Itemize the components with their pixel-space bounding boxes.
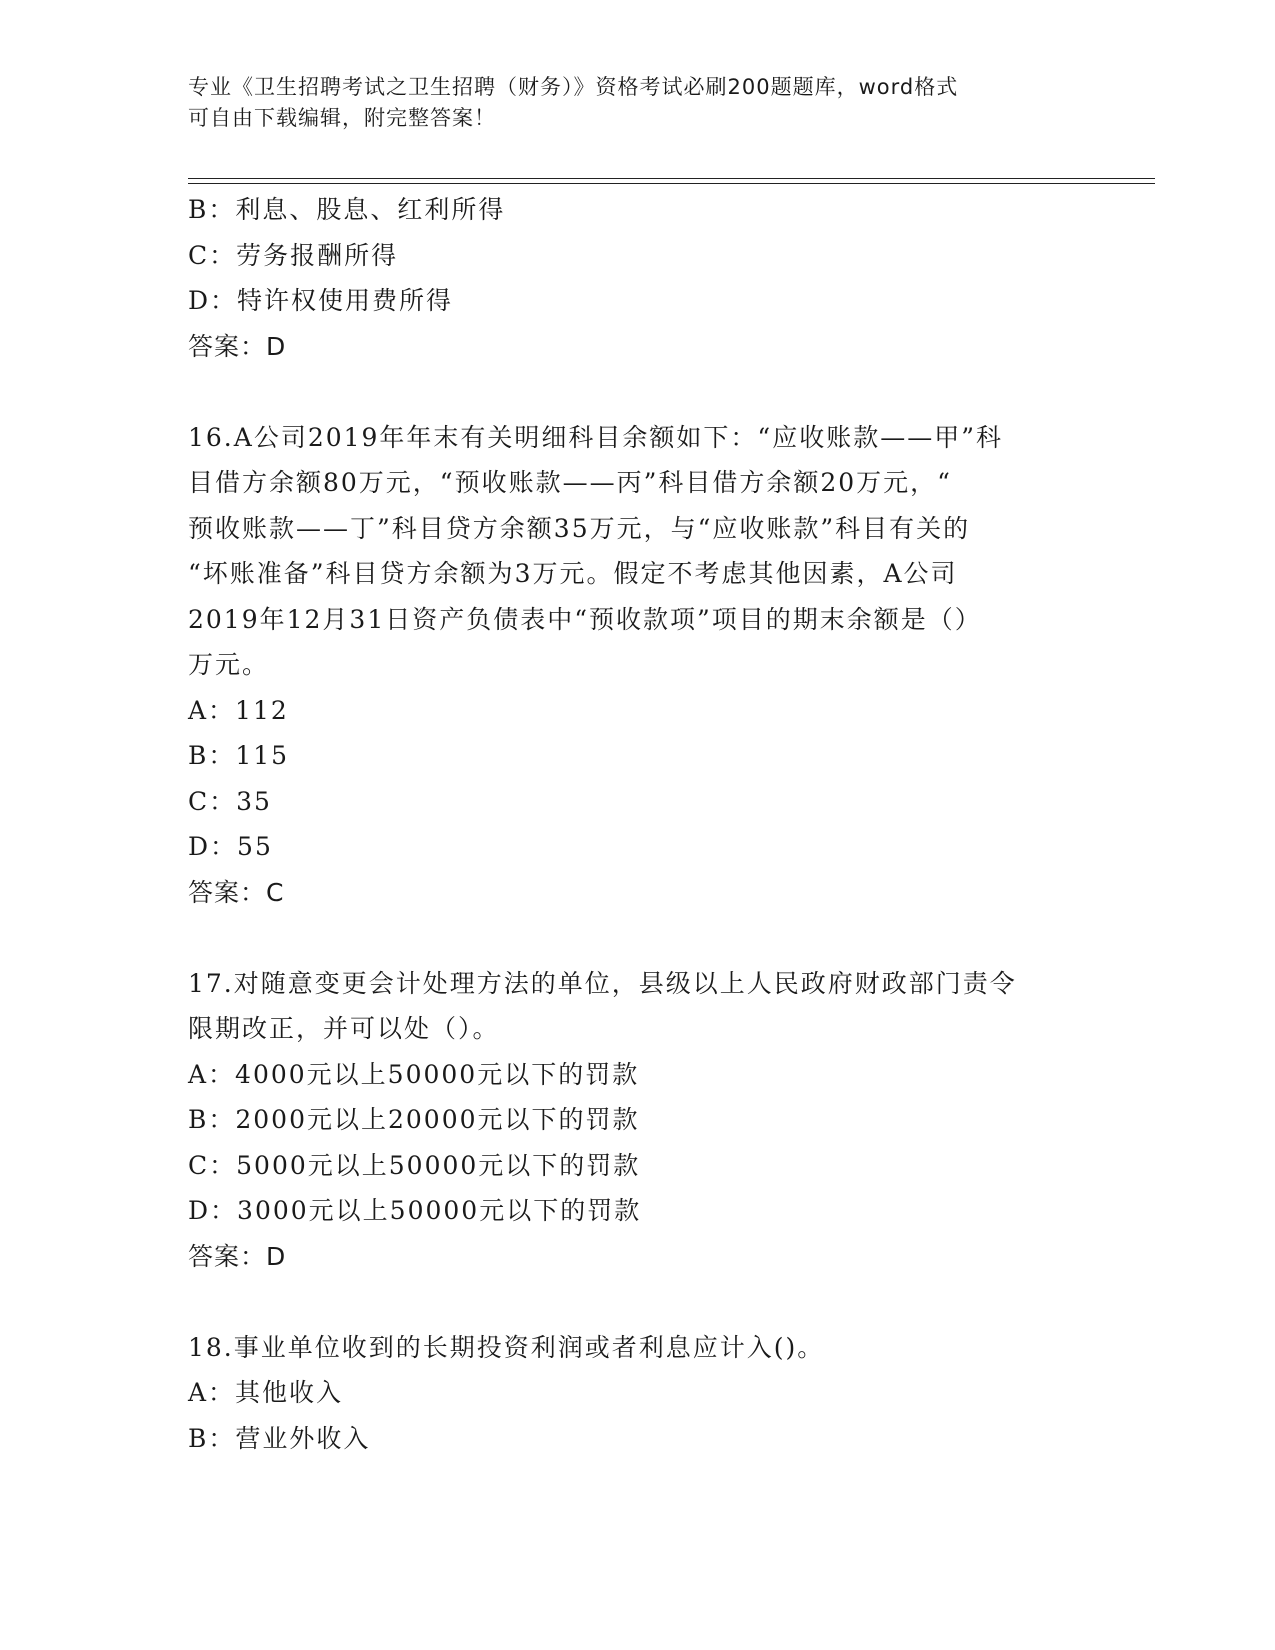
answer-line: 答案：D <box>188 331 287 361</box>
option-a: A：112 <box>188 695 289 725</box>
question-stem-line: 2019年12月31日资产负债表中“预收款项”项目的期末余额是（） <box>188 604 982 634</box>
answer-line: 答案：D <box>188 1241 287 1271</box>
header-line-1: 专业《卫生招聘考试之卫生招聘（财务）》资格考试必刷200题题库，word格式 <box>188 75 959 99</box>
question-list <box>188 187 1088 1461</box>
question-15-tail <box>188 187 1088 369</box>
spacer <box>188 369 1088 415</box>
option-c: C：35 <box>188 786 272 816</box>
question-stem-line: 万元。 <box>188 650 270 679</box>
option-d: D：3000元以上50000元以下的罚款 <box>188 1196 642 1225</box>
option-c: C：劳务报酬所得 <box>188 240 399 270</box>
option-b: B：利息、股息、红利所得 <box>188 195 506 224</box>
question-17 <box>188 961 1088 1280</box>
question-stem-line: “坏账准备”科目贷方余额为3万元。假定不考虑其他因素，A公司 <box>188 559 958 588</box>
header-divider-bottom <box>188 183 1155 184</box>
option-d: D：55 <box>188 832 273 861</box>
question-stem-line: 限期改正，并可以处（）。 <box>188 1014 500 1043</box>
header-divider-top <box>188 178 1155 179</box>
option-d: D：特许权使用费所得 <box>188 286 454 315</box>
question-stem-line: 16.A公司2019年年末有关明细科目余额如下：“应收账款——甲”科 <box>188 422 1003 452</box>
question-16 <box>188 415 1088 916</box>
spacer <box>188 1279 1088 1325</box>
option-a: A：其他收入 <box>188 1378 344 1407</box>
question-stem-line: 预收账款——丁”科目贷方余额35万元，与“应收账款”科目有关的 <box>188 513 971 543</box>
question-stem-line: 目借方余额80万元，“预收账款——丙”科目借方余额20万元，“ <box>188 468 952 497</box>
option-a: A：4000元以上50000元以下的罚款 <box>188 1059 640 1089</box>
question-18 <box>188 1325 1088 1462</box>
option-b: B：2000元以上20000元以下的罚款 <box>188 1105 640 1134</box>
answer-line: 答案：C <box>188 877 285 907</box>
document-header <box>188 72 1088 134</box>
option-c: C：5000元以上50000元以下的罚款 <box>188 1150 641 1180</box>
option-b: B：115 <box>188 741 290 770</box>
option-b: B：营业外收入 <box>188 1423 371 1453</box>
header-line-2: 可自由下载编辑，附完整答案！ <box>188 106 496 130</box>
question-stem-line: 17.对随意变更会计处理方法的单位，县级以上人民政府财政部门责令 <box>188 968 1017 998</box>
question-stem-line: 18.事业单位收到的长期投资利润或者利息应计入()。 <box>188 1332 825 1362</box>
spacer <box>188 915 1088 961</box>
